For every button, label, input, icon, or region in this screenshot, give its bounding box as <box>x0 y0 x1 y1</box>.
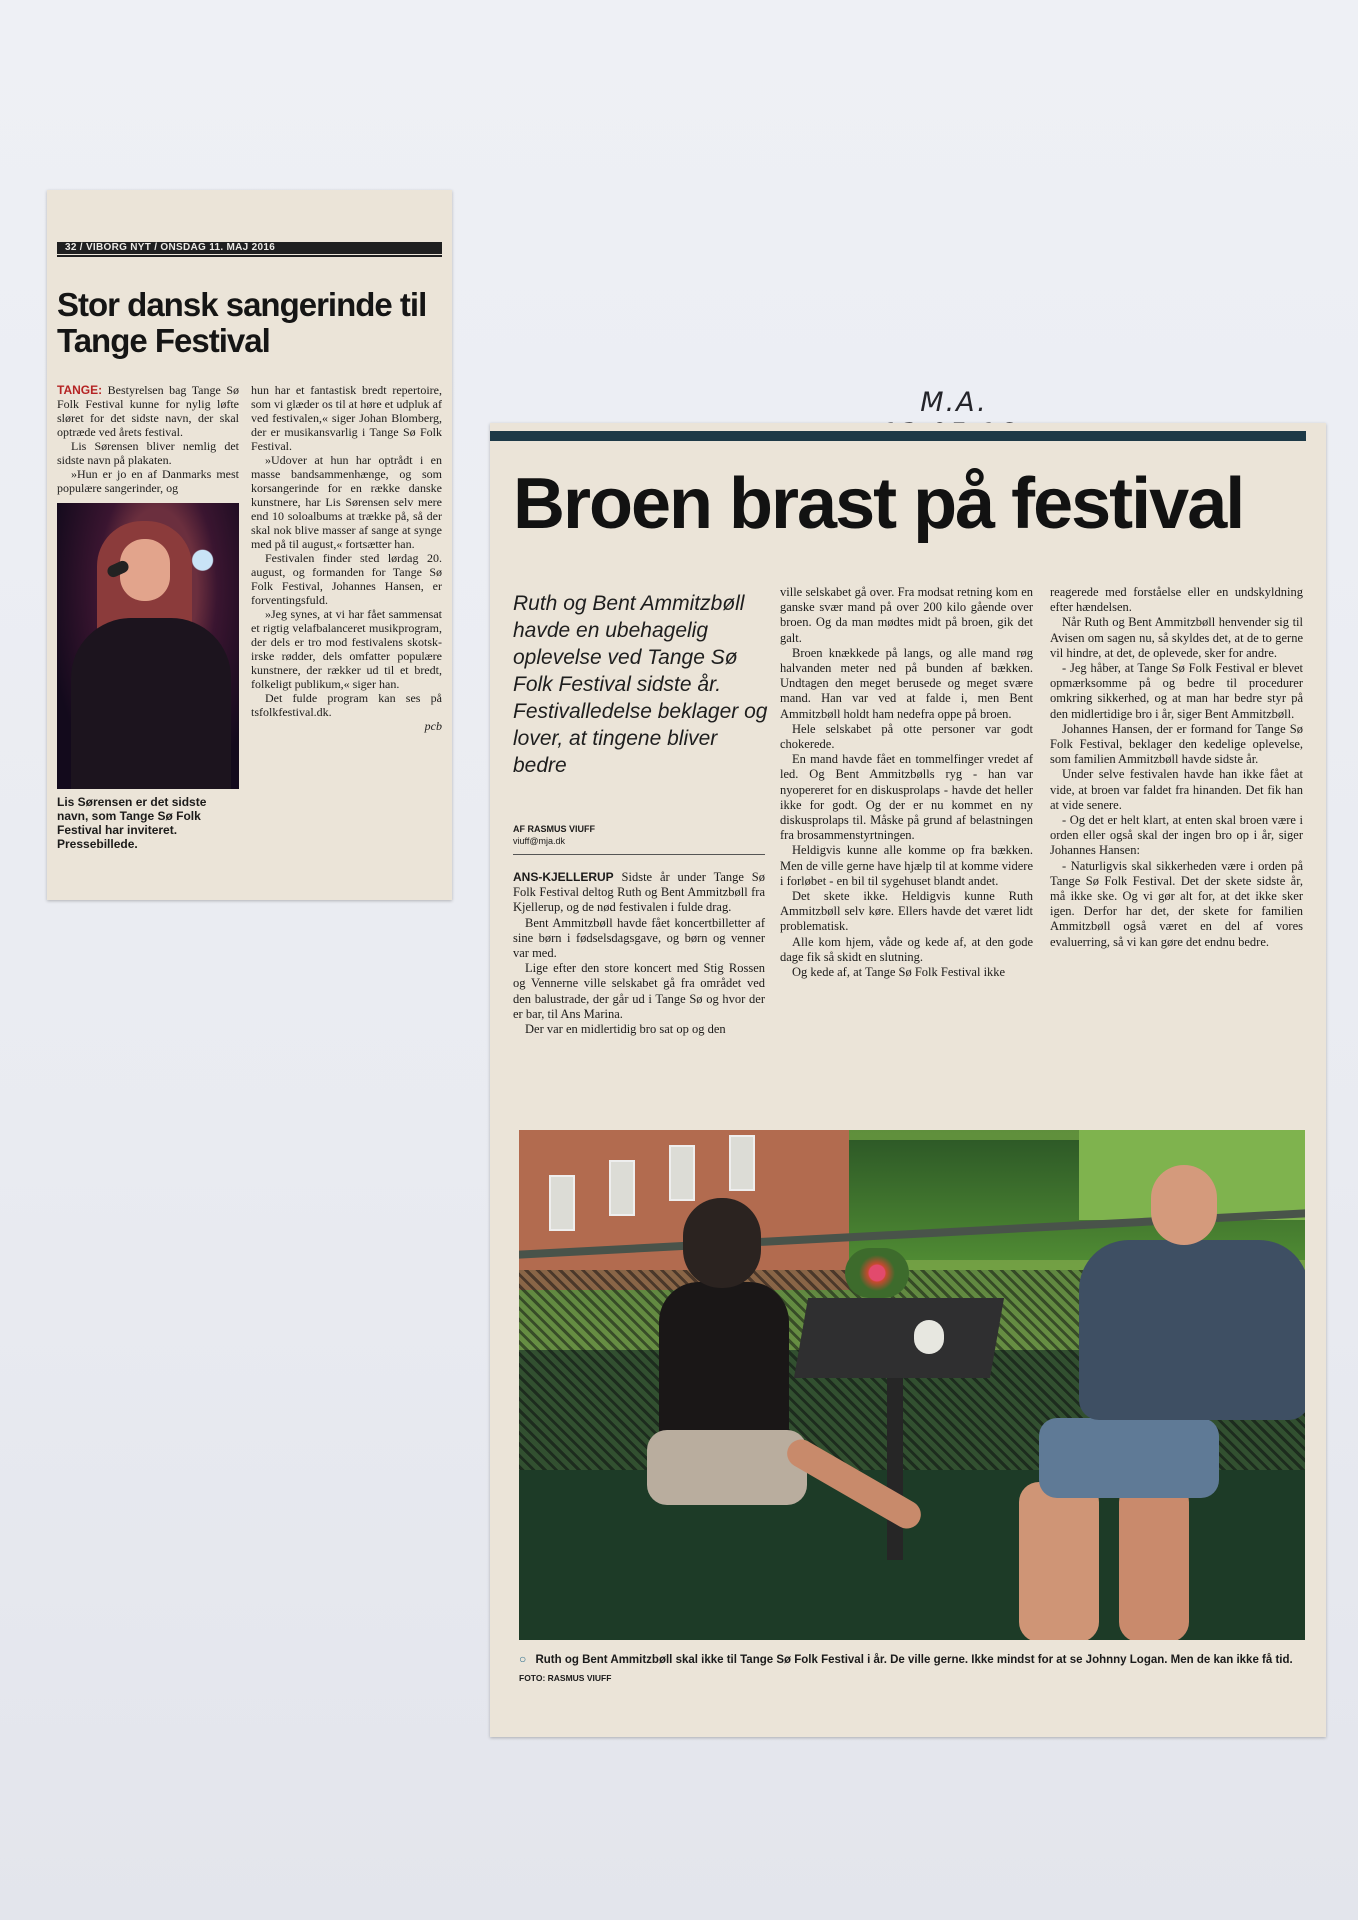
clipping1-left-column <box>57 383 239 851</box>
flower-pot-icon <box>845 1248 909 1298</box>
paragraph: Bestyrelsen bag Tange Sø Folk Festival kunne for nylig løfte sløret for det sidste navn, der skal optræde ved årets festival. <box>57 383 239 439</box>
paragraph: Broen knækkede på langs, og alle mand røg halvanden meter ned på bunden af bækken. Undtagen den meget berusede og meget svære mand. Han var ved at falde i, men Bent Ammitzbøll holdt ham nedefra oppe på broen. <box>780 645 1033 721</box>
paragraph: En mand havde fået en tommelfinger vredet af led. Og Bent Ammitzbølls ryg - han var nyopereret for en diskusprolaps - havde det heller ikke for godt. Og der er nu kommet en ny diskusprolaps til. Måske på grund af belastningen fra brosammenstyrtningen. <box>780 752 1033 843</box>
paragraph: Hele selskabet på otte personer var godt chokerede. <box>780 721 1033 752</box>
kicker-tange: TANGE: <box>57 383 103 397</box>
paragraph: Det skete ikke. Heldigvis kunne Ruth Ammitzbøll selv køre. Ellers havde det været lidt problematisk. <box>780 889 1033 934</box>
paragraph: - Naturligvis skal sikkerheden være i orden på Tange Sø Folk Festival. Det der skete sidste år, må ikke ske. Og vi gør alt for, at det ikke sker igen. Derfor har det, der skete for familien Ammitzbøll også været en del af vores evaluerring, så vi kan gøre det endnu bedre. <box>1050 858 1303 949</box>
article-deck: Ruth og Bent Ammitzbøll havde en ubehagelig oplevelse ved Tange Sø Folk Festival sidste år. Festivalledelse beklager og lover, at tingene bliver bedre <box>513 592 768 777</box>
byline-email: viuff@mja.dk <box>513 836 565 846</box>
photo-detail <box>609 1160 635 1216</box>
photo-detail <box>683 1198 761 1288</box>
headline-2: Broen brast på festival <box>513 464 1244 544</box>
byline <box>513 823 595 847</box>
article2-column-3 <box>1050 585 1303 950</box>
author-signature: pcb <box>424 719 442 733</box>
headline-1: Stor dansk sangerinde til Tange Festival <box>57 286 427 359</box>
paragraph: Festivalen finder sted lørdag 20. august, og formanden for Tange Sø Folk Festival, Johannes Hansen, er forventingsfuld. <box>251 551 442 607</box>
paragraph: Når Ruth og Bent Ammitzbøll henvender sig til Avisen om sagen nu, så skyldes det, at de to gerne vil hindre, at det, de oplevede, sker for andre. <box>1050 615 1303 660</box>
article2-column-2 <box>780 585 1033 980</box>
article2-column-1 <box>513 870 765 1037</box>
byline-divider <box>513 854 765 855</box>
paragraph: Under selve festivalen havde han ikke fået at vide, at broen var faldet fra hinanden. Det fik han at vide senere. <box>1050 767 1303 812</box>
paragraph: ville selskabet gå over. Fra modsat retning kom en ganske svær mand på over 200 kilo gående over broen. Og da man mødtes midt på broen, gik det galt. <box>780 585 1033 645</box>
photo-caption-1: Lis Sørensen er det sidste navn, som Tange Sø Folk Festival har inviteret. Pressebillede. <box>57 795 207 851</box>
photo-caption-2 <box>519 1650 1309 1687</box>
photo-detail <box>549 1175 575 1231</box>
dateline: ANS-KJELLERUP <box>513 870 614 884</box>
paragraph: Alle kom hjem, våde og kede af, at den gode dage fik så skidt en slutning. <box>780 934 1033 964</box>
photo-detail <box>647 1430 807 1505</box>
photo-detail <box>887 1370 903 1560</box>
clipping1-right-column <box>251 383 442 851</box>
photo-detail <box>1019 1482 1099 1640</box>
caption-bullet-icon: ○ <box>519 1652 527 1666</box>
paragraph: Johannes Hansen, der er formand for Tange Sø Folk Festival, beklager den kedelige oplevelse, som familien Ammitzbøll havde sidste år. <box>1050 721 1303 767</box>
photo-detail <box>71 618 231 789</box>
photo-detail <box>1119 1482 1189 1640</box>
page-runner: 32 / VIBORG NYT / ONSDAG 11. MAJ 2016 <box>57 242 442 254</box>
photo-detail <box>1079 1240 1305 1420</box>
runner-rule <box>57 255 442 257</box>
article1-left-text <box>57 383 239 495</box>
paragraph: Lis Sørensen bliver nemlig det sidste navn på plakaten. <box>57 439 239 467</box>
photo-detail <box>659 1282 789 1442</box>
photo-detail <box>1039 1418 1219 1498</box>
paragraph: Sidste år under Tange Sø Folk Festival deltog Ruth og Bent Ammitzbøll fra Kjellerup, og de nød festivalen i fulde drag. <box>513 870 766 915</box>
paragraph: Bent Ammitzbøll havde fået koncertbilletter af sine børn i fødselsdagsgave, og børn og venner var med. <box>513 915 765 961</box>
photo-detail <box>1151 1165 1217 1245</box>
singer-photo <box>57 503 239 789</box>
paragraph: - Og det er helt klart, at enten skal broen være i orden eller også skal der ingen bro op i år, siger Johannes Hansen: <box>1050 813 1303 858</box>
paragraph: »Hun er jo en af Danmarks mest populære sangerinder, og <box>57 467 239 495</box>
photo-credit: FOTO: RASMUS VIUFF <box>519 1673 612 1683</box>
photo-detail <box>794 1298 1004 1378</box>
paragraph: Og kede af, at Tange Sø Folk Festival ikke <box>792 965 1006 980</box>
clipping1-columns <box>57 383 442 851</box>
top-color-bar <box>490 431 1306 441</box>
clipping-broen-brast <box>490 423 1326 1737</box>
photo-detail <box>669 1145 695 1201</box>
photo-detail <box>729 1135 755 1191</box>
paragraph: reagerede med forståelse eller en undskyldning efter hændelsen. <box>1050 585 1303 615</box>
paragraph: Det fulde program kan ses på tsfolkfestival.dk. <box>251 691 442 719</box>
paragraph: hun har et fantastisk bredt repertoire, som vi glæder os til at høre et udpluk af ved festivalen,« siger Johan Blomberg, der er musikansvarlig i Tange Sø Folk Festival. <box>251 383 442 453</box>
paragraph: Lige efter den store koncert med Stig Rossen og Vennerne ville selskabet gå fra området ved den balustrade, der går ud i Tange Sø og hvor der er bar, til Ans Marina. <box>513 961 765 1021</box>
caption-text: Ruth og Bent Ammitzbøll skal ikke til Tange Sø Folk Festival i år. De ville gerne. Ikke mindst for at se Johnny Logan. Men de kan ikke få tid. <box>535 1654 1293 1666</box>
paragraph: - Jeg håber, at Tange Sø Folk Festival er blevet opmærksomme på og bedre til procedurer omkring sikkerhed, og at man har bedre styr på den midlertidige bro i år, siger Bent Ammitzbøll. <box>1050 661 1303 721</box>
candle-holder-icon <box>914 1320 944 1354</box>
paragraph: Heldigvis kunne alle komme op fra bækken. Men de ville gerne have hjælp til at komme videre i forløbet - en bil til sygehuset blandt andet. <box>780 843 1033 888</box>
paragraph: »Jeg synes, at vi har fået sammensat et rigtig velafbalanceret musikprogram, der dels er tro mod festivalens skotsk-irske rødder, dels omfatter populære kunstnere, der rækker ud til et bredt, folkeligt publikum,« siger han. <box>251 607 442 691</box>
couple-on-terrace-photo <box>519 1130 1305 1640</box>
handwritten-date-note: M.A. <box>920 387 988 418</box>
clipping-lis-sorensen <box>47 190 452 900</box>
article1-right-text <box>251 383 442 719</box>
paragraph: »Udover at hun har optrådt i en masse bandsammenhænge, og som korsangerinde for en række danske kunstnere, har Lis Sørensen selv mere end 10 soloalbums at trække på, så der skal nok blive masser af sange at synge med på til august,« fortsætter han. <box>251 453 442 551</box>
byline-author: AF RASMUS VIUFF <box>513 824 595 834</box>
paragraph: Der var en midlertidig bro sat op og den <box>525 1022 726 1037</box>
